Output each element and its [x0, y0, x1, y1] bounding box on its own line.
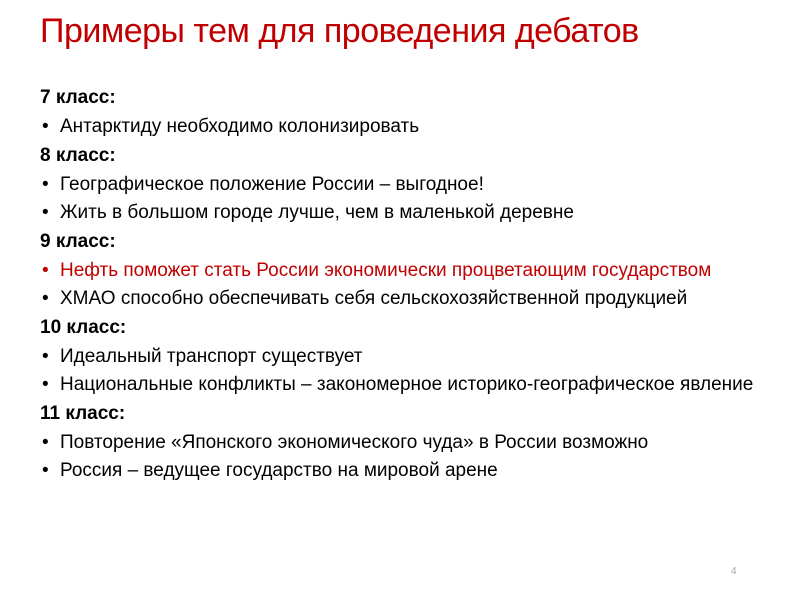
bullet-icon: • [42, 432, 49, 453]
topic-text: Национальные конфликты – закономерное историко-географическое явление [60, 374, 754, 395]
bullet-icon: • [42, 288, 49, 309]
topic-item-highlighted [40, 260, 780, 281]
bullet-icon: • [42, 174, 49, 195]
topic-text: Антарктиду необходимо колонизировать [60, 116, 420, 137]
grade-heading-8: 8 класс: [40, 145, 116, 166]
grade-heading-11: 11 класс: [40, 403, 126, 424]
topic-text: Повторение «Японского экономического чуда» в России возможно [60, 432, 649, 453]
topic-item [40, 116, 780, 137]
topic-text: Нефть поможет стать России экономически процветающим государством [60, 260, 712, 281]
topic-item [40, 346, 780, 367]
topic-item [40, 460, 780, 481]
topic-text: ХМАО способно обеспечивать себя сельскохозяйственной продукцией [60, 288, 688, 309]
slide-title: Примеры тем для проведения дебатов [40, 12, 639, 50]
topic-text: Географическое положение России – выгодное! [60, 174, 484, 195]
page-number: 4 [731, 566, 737, 577]
topic-item [40, 374, 780, 395]
topic-text: Жить в большом городе лучше, чем в маленькой деревне [60, 202, 574, 223]
bullet-icon: • [42, 116, 49, 137]
topic-text: Идеальный транспорт существует [60, 346, 363, 367]
bullet-icon: • [42, 346, 49, 367]
topic-item [40, 432, 780, 453]
topic-text: Россия – ведущее государство на мировой арене [60, 460, 498, 481]
topic-item [40, 202, 780, 223]
bullet-icon: • [42, 460, 49, 481]
grade-heading-10: 10 класс: [40, 317, 127, 338]
bullet-icon: • [42, 202, 49, 223]
bullet-icon: • [42, 260, 49, 281]
topic-item [40, 288, 780, 309]
grade-heading-7: 7 класс: [40, 87, 116, 108]
topic-list [40, 86, 780, 488]
grade-heading-9: 9 класс: [40, 231, 116, 252]
topic-item [40, 174, 780, 195]
bullet-icon: • [42, 374, 49, 395]
